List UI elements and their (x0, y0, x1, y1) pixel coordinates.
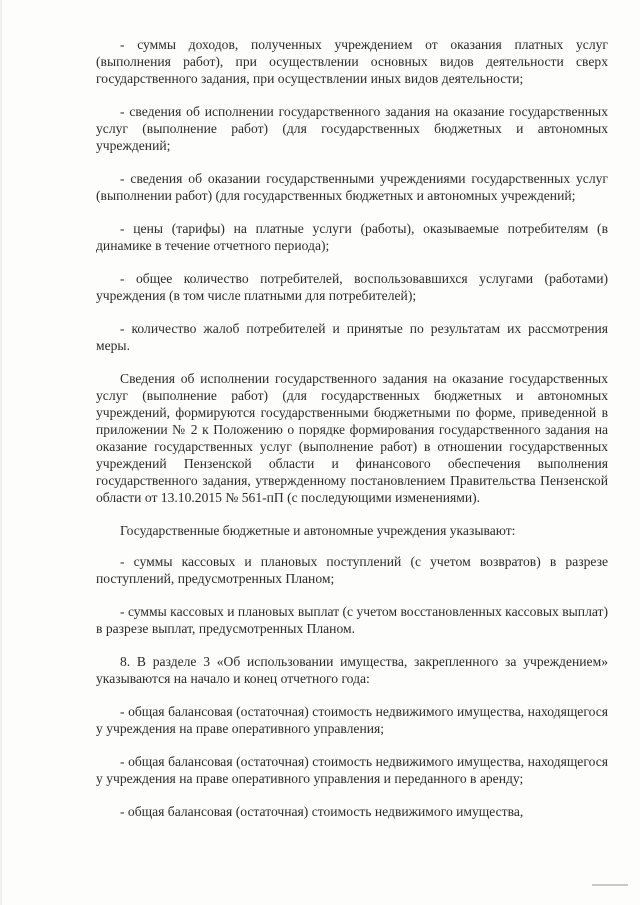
scan-artifact-mark (592, 884, 628, 886)
paragraph-balance-operational: - общая балансовая (остаточная) стоимость недвижимого имущества, находящегося у учреждения на праве оперативного управления; (96, 704, 608, 736)
paragraph-state-task-info: Сведения об исполнении государственного задания на оказание государственных услуг (выполнение работ) (для государственных бюджетных и автономных учреждений, формируются государственными бюджетными по форме, приведенной в приложении № 2 к Положению о порядке формирования государственного задания на оказание государственных услуг (выполнение работ) в отношении государственных учреждений Пензенской области и финансового обеспечения выполнения государственного задания, утвержденному постановлением Правительства Пензенской области от 13.10.2015 № 561-пП (с последующими изменениями). (96, 371, 608, 505)
paragraph-balance-leased: - общая балансовая (остаточная) стоимость недвижимого имущества, находящегося у учреждения на праве оперативного управления и переданного в аренду; (96, 754, 608, 786)
paragraph-section-3-property: 8. В разделе 3 «Об использовании имущества, закрепленного за учреждением» указываются на начало и конец отчетного года: (96, 654, 608, 686)
paragraph-cash-payments: - суммы кассовых и плановых выплат (с учетом восстановленных кассовых выплат) в разрезе выплат, предусмотренных Планом. (96, 604, 608, 636)
paragraph-state-task-execution: - сведения об исполнении государственного задания на оказание государственных услуг (выполнение работ) (для государственных бюджетных и автономных учреждений; (96, 104, 608, 153)
paragraph-balance-continued: - общая балансовая (остаточная) стоимость недвижимого имущества, (120, 804, 524, 819)
paragraph-cash-receipts: - суммы кассовых и плановых поступлений (с учетом возвратов) в разрезе поступлений, предусмотренных Планом; (96, 554, 608, 586)
paragraph-state-services-provision: - сведения об оказании государственными учреждениями государственных услуг (выполнении работ) (для государственных бюджетных и автономных учреждений; (96, 171, 608, 203)
scan-edge-shadow (0, 0, 2, 905)
paragraph-prices-tariffs: - цены (тарифы) на платные услуги (работы), оказываемые потребителям (в динамике в течение отчетного периода); (96, 221, 608, 253)
paragraph-institutions-indicate: Государственные бюджетные и автономные учреждения указывают: (120, 523, 516, 538)
paragraph-consumers-count: - общее количество потребителей, воспользовавшихся услугами (работами) учреждения (в том числе платными для потребителей); (96, 271, 608, 303)
paragraph-complaints: - количество жалоб потребителей и принятые по результатам их рассмотрения меры. (96, 321, 608, 353)
paragraph-income-sums: - суммы доходов, полученных учреждением от оказания платных услуг (выполнения работ), при осуществлении основных видов деятельности сверх государственного задания, при осуществлении иных видов деятельности; (96, 37, 608, 86)
